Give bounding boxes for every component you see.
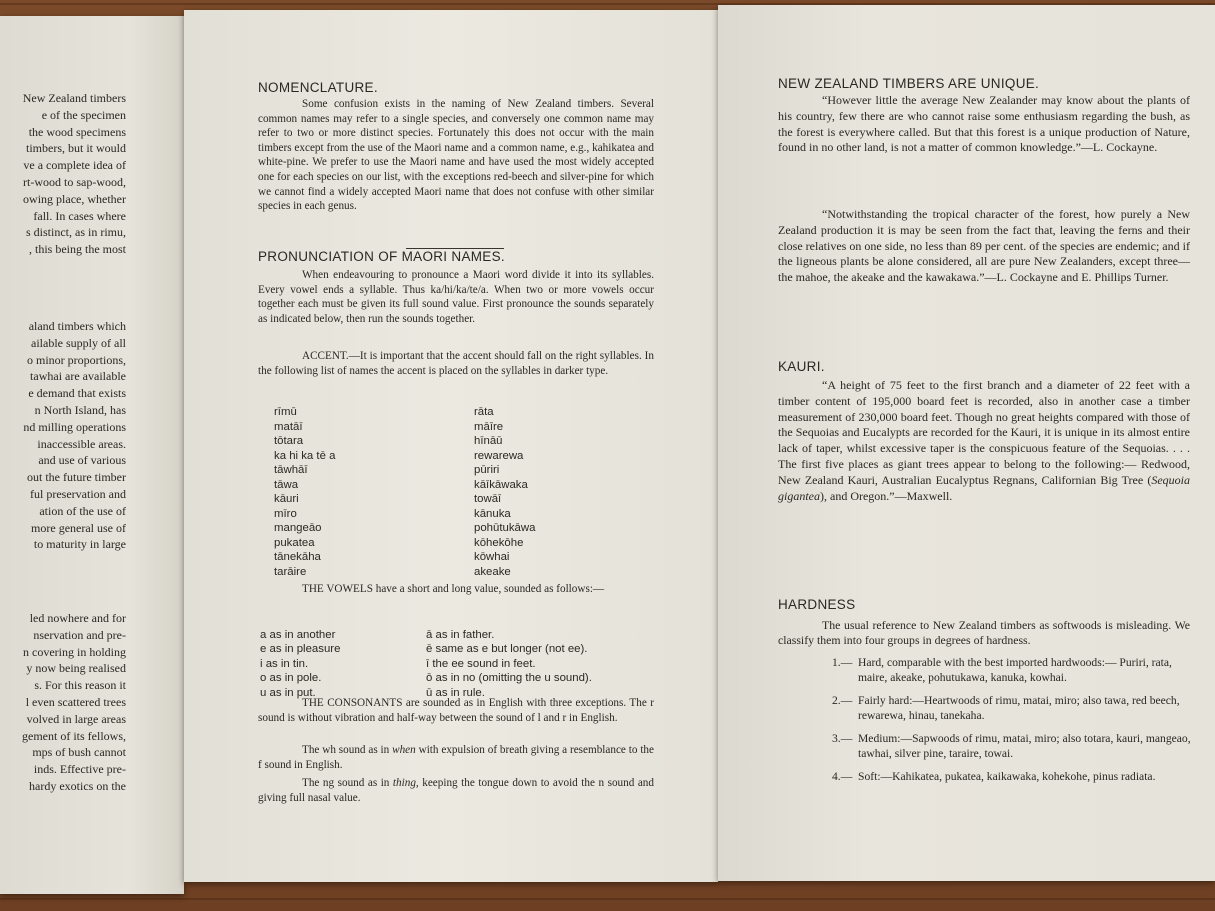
text-line: o minor proportions, (27, 352, 126, 367)
text-line: , this being the most (29, 242, 126, 257)
text-line: New Zealand timbers (22, 91, 126, 105)
ng-text-post: keeping the tongue down to avoid the n sound and giving full nasal value. (258, 777, 654, 804)
text-line: s. For this reason it (34, 678, 126, 693)
vowels-intro: THE VOWELS have a short and long value, sounded as follows:— (302, 583, 605, 595)
wood-grain (0, 898, 1215, 900)
text-line: nservation and pre- (33, 627, 126, 642)
ng-text-pre: The ng sound as in (302, 777, 393, 789)
hardness-item-medium (832, 731, 1194, 761)
text-line: volved in large areas (26, 711, 126, 726)
text-line: l even scattered trees (25, 694, 126, 709)
list-item: hīnāū (474, 435, 503, 447)
list-item: ī the ee sound in feet. (426, 657, 536, 670)
unique-heading: NEW ZEALAND TIMBERS ARE UNIQUE. (778, 76, 1040, 91)
text-line: more general use of (31, 520, 126, 535)
text-line: out the future timber (27, 470, 126, 485)
kauri-text-em: Sequoia gigantea (778, 472, 1190, 503)
item-text: Hard, comparable with the best imported hardwoods:— Puriri, rata, maire, akeake, pohutukawa, kanuka, kowhai. (858, 656, 1172, 684)
list-item: mīro (274, 507, 297, 520)
kauri-paragraph (778, 378, 1190, 504)
ng-text-em: thing, (392, 777, 419, 789)
right-page (718, 5, 1215, 881)
hardness-item-soft (832, 769, 1194, 784)
text-line: tawhai are available (30, 369, 126, 384)
list-item: pohūtukāwa (474, 522, 536, 534)
text-line: aland timbers which (28, 319, 126, 333)
list-item: ē same as e but longer (not ee). (426, 643, 588, 656)
list-item: kāuri (274, 493, 299, 505)
text-line: mps of bush cannot (32, 745, 126, 760)
left-page-text-mid (0, 318, 126, 553)
list-item: pūriri (474, 464, 500, 476)
hardness-item-hard (832, 655, 1194, 685)
text-line: s distinct, as in rimu, (26, 225, 126, 240)
item-number: 1.— (832, 656, 853, 669)
item-text: Fairly hard:—Heartwoods of rimu, matai, miro; also tawa, red beech, rewarewa, hinau, tanekaha. (858, 694, 1180, 722)
short-vowels-column (260, 628, 340, 700)
text-line: inaccessible areas. (37, 436, 126, 451)
middle-page (184, 10, 718, 882)
list-item: tānekāha (274, 551, 321, 563)
cockayne-turner-quote: “Notwithstanding the tropical character of the forest, how purely a New Zealand production it is may be seen from the fact that, leaving the ferns and their close relatives on one side, no less than 89 per cent. of the species are endemic; and if the ligneous plants be alone considered, all are pure New Zealanders, except three—the mahoe, the akeake and the kawakawa.”—L. Cockayne and E. Phillips Turner. (778, 207, 1190, 285)
wh-text-em: when (392, 744, 416, 756)
list-item: towāī (474, 493, 502, 505)
list-item: tōtara (274, 435, 304, 447)
item-number: 2.— (832, 694, 853, 707)
text-line: y now being realised (26, 661, 126, 676)
list-item: i as in tin. (260, 657, 309, 670)
list-item: pukatea (274, 536, 315, 549)
ng-paragraph (258, 776, 654, 805)
list-item: rīmū (274, 406, 297, 418)
wh-text-pre: The wh sound as in (302, 744, 393, 756)
list-item: ka hi ka tē a (274, 449, 336, 462)
list-item: akeake (474, 565, 511, 578)
text-line: e of the specimen (41, 107, 126, 122)
list-item: u as in put. (260, 686, 316, 699)
item-number: 4.— (832, 770, 853, 783)
list-item: tarāire (274, 565, 307, 578)
list-item: e as in pleasure (260, 643, 341, 656)
text-line: led nowhere and for (29, 611, 126, 625)
text-line: the wood specimens (28, 124, 126, 139)
kauri-text-post: ), and Oregon.”—Maxwell. (820, 488, 953, 503)
list-item: rewarewa (474, 449, 524, 462)
text-line: rt-wood to sap-wood, (23, 174, 126, 189)
kauri-heading: KAURI. (778, 359, 825, 374)
text-line: nd milling operations (23, 419, 126, 434)
list-item: rāta (474, 406, 494, 418)
list-item: o as in pole. (260, 672, 322, 685)
list-item: māīre (474, 420, 504, 433)
text-line: fall. In cases where (33, 208, 126, 223)
hardness-paragraph: The usual reference to New Zealand timbers as softwoods is misleading. We classify them into four groups in degrees of hardness. (778, 618, 1190, 647)
item-number: 3.— (832, 732, 853, 745)
list-item: a as in another (260, 629, 336, 641)
list-item: mangeāo (274, 522, 322, 534)
list-item: tāwhāī (274, 464, 308, 476)
text-line: to maturity in large (33, 537, 126, 552)
text-line: ation of the use of (39, 503, 126, 518)
list-item: ū as in rule. (426, 686, 485, 699)
text-line: inds. Effective pre- (33, 762, 126, 777)
accent-paragraph: ACCENT.—It is important that the accent should fall on the right syllables. In the following list of names the accent is placed on the syllables in darker type. (258, 350, 654, 377)
text-line: and use of various (38, 453, 126, 468)
left-page (0, 16, 184, 894)
wh-text-post: with expulsion of breath giving a resemblance to the f sound in English. (258, 744, 654, 771)
left-page-text-bottom (0, 610, 126, 795)
text-line: ve a complete idea of (23, 158, 126, 173)
list-item: kōhekōhe (474, 536, 524, 549)
names-column-right (474, 405, 535, 579)
hardness-heading: HARDNESS (778, 597, 856, 612)
nomenclature-heading: NOMENCLATURE. (258, 80, 378, 95)
text-line: n North Island, has (34, 402, 126, 417)
text-line: gement of its fellows, (22, 728, 126, 743)
nomenclature-paragraph: Some confusion exists in the naming of New Zealand timbers. Several common names may refer to a single species, and conversely one common name may refer to two or more distinct species. Fortunately this does not occur with the main timbers except from the use of the Maori name and a common name, e.g., kahikatea and white-pine. We prefer to use the Maori name and have used the most widely accepted one for each species on our list, with the exceptions red-beech and silver-pine for which we cannot find a widely accepted Maori name that does not confuse with other similar species in each genus. (258, 98, 654, 213)
hardness-item-fairly-hard (832, 693, 1194, 723)
left-page-text-top (0, 90, 126, 258)
wh-paragraph (258, 743, 654, 772)
consonants-paragraph: THE CONSONANTS are sounded as in English with three exceptions. The r sound is without vibration and half-way between the sound of l and r in English. (258, 697, 654, 724)
list-item: ā as in father. (426, 629, 495, 641)
list-item: tāwa (274, 478, 299, 491)
list-item: kāīkāwaka (474, 478, 528, 491)
text-line: ailable supply of all (31, 335, 126, 350)
list-item: kānuka (474, 507, 511, 520)
text-line: timbers, but it would (26, 141, 126, 156)
cockayne-quote: “However little the average New Zealander may know about the plants of his country, few there are who cannot raise some enthusiasm regarding the bush, as the forest is everywhere called. But that this forest is a unique production of Nature, found in no other land, is not a matter of common knowledge.”—L. Cockayne. (778, 93, 1190, 155)
kauri-text-pre: “A height of 75 feet to the first branch and a diameter of 22 feet with a timber content of 195,000 board feet is recorded, also in another case a timber measurement of 230,000 board feet. Though no great heights compared with those of the Sequoias and Eucalypts are recorded for the Kauri, it is unique in its almost entire lack of taper, whilst excessive taper is the conspicuous feature of the Sequoias. . . . The first five places as giant trees appear to belong to the following:— Redwood, New Zealand Kauri, Australian Eucalyptus Regnans, Californian Big Tree ( (778, 378, 1190, 487)
item-text: Medium:—Sapwoods of rimu, matai, miro; also totara, kauri, mangeao, tawhai, silver pine, taraire, towai. (858, 732, 1191, 760)
list-item: matāī (274, 420, 303, 433)
pronunciation-heading: PRONUNCIATION OF MAORI NAMES. (258, 249, 505, 264)
text-line: ful preservation and (30, 486, 126, 501)
list-item: ō as in no (omitting the u sound). (426, 672, 592, 685)
item-text: Soft:—Kahikatea, pukatea, kaikawaka, kohekohe, pinus radiata. (858, 770, 1156, 783)
list-item: kōwhai (474, 551, 510, 563)
pronunciation-paragraph: When endeavouring to pronounce a Maori word divide it into its syllables. Every vowel ends a syllable. Thus ka/hi/ka/te/a. When two or more vowels occur together each must be given its full sound value. First pronounce the sounds separately as indicated below, then run the sounds together. (258, 269, 654, 325)
long-vowels-column (426, 628, 592, 700)
text-line: hardy exotics on the (29, 778, 126, 793)
text-line: e demand that exists (28, 386, 126, 401)
names-column-left (274, 405, 335, 579)
text-line: owing place, whether (23, 191, 126, 206)
text-line: n covering in holding (23, 644, 126, 659)
